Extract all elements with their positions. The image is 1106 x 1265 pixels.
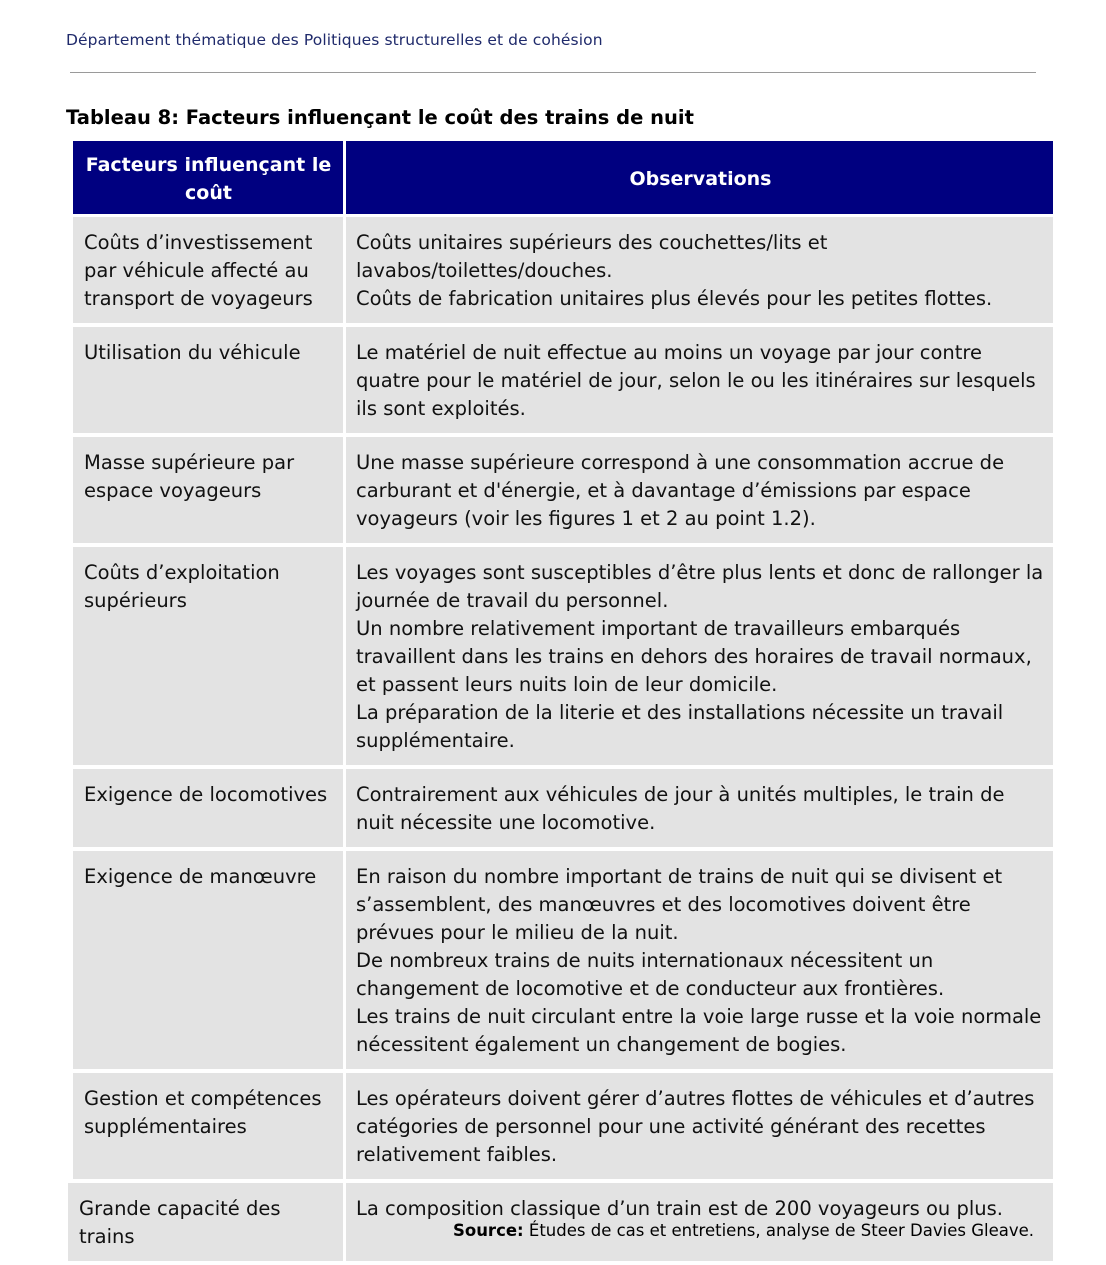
observation-text: Coûts unitaires supérieurs des couchettes/lits et lavabos/toilettes/douches. [356,231,828,282]
observation-text: De nombreux trains de nuits internationaux nécessitent un changement de locomotive et de conducteur aux frontières. [356,949,945,1000]
table-row [73,437,1053,543]
observation-text: Une masse supérieure correspond à une consommation accrue de carburant et d'énergie, et à davantage d’émissions par espace voyageurs (voir les figures 1 et 2 au point 1.2). [356,451,1005,530]
factor-cell: Utilisation du véhicule [73,327,343,433]
source-note [453,1221,1034,1240]
factor-cell: Exigence de manœuvre [73,851,343,1069]
observations-cell [346,851,1053,1069]
observation-text: Contrairement aux véhicules de jour à unités multiples, le train de nuit nécessite une locomotive. [356,783,1005,834]
table-row [73,547,1053,765]
table-caption: Tableau 8: Facteurs influençant le coût des trains de nuit [66,106,694,129]
source-label: Source: [452,1221,524,1240]
table-body [73,217,1053,1261]
observation-text: En raison du nombre important de trains de nuit qui se divisent et s’assemblent, des manœuvres et des locomotives doivent être prévues pour le milieu de la nuit. [356,865,1003,944]
observations-cell [346,1073,1053,1179]
observations-cell [346,217,1053,323]
header-rule [70,72,1036,73]
observation-text: Les voyages sont susceptibles d’être plus lents et donc de rallonger la journée de travail du personnel. [356,561,1044,612]
cost-factors-table [73,141,1053,1265]
table-row [73,769,1053,847]
column-header-factors: Facteurs influençant le coût [73,141,343,214]
factor-cell: Coûts d’investissement par véhicule affecté au transport de voyageurs [73,217,343,323]
factor-cell: Grande capacité des trains [68,1183,343,1261]
observations-cell [346,327,1053,433]
observation-text: Les opérateurs doivent gérer d’autres flottes de véhicules et d’autres catégories de personnel pour une activité générant des recettes relativement faibles. [356,1087,1035,1166]
observations-cell [346,437,1053,543]
factor-cell: Masse supérieure par espace voyageurs [73,437,343,543]
observation-text: La composition classique d’un train est de 200 voyageurs ou plus. [356,1197,1003,1220]
table-row [73,217,1053,323]
factor-cell: Coûts d’exploitation supérieurs [73,547,343,765]
observation-text: Coûts de fabrication unitaires plus élevés pour les petites flottes. [356,287,993,310]
factor-cell: Exigence de locomotives [73,769,343,847]
observation-text: Les trains de nuit circulant entre la voie large russe et la voie normale nécessitent également un changement de bogies. [356,1005,1042,1056]
observations-cell [346,547,1053,765]
source-text: Études de cas et entretiens, analyse de Steer Davies Gleave. [523,1221,1034,1240]
observation-text: Le matériel de nuit effectue au moins un voyage par jour contre quatre pour le matériel de jour, selon le ou les itinéraires sur lesquels ils sont exploités. [356,341,1036,420]
factor-cell: Gestion et compétences supplémentaires [73,1073,343,1179]
observations-cell [346,769,1053,847]
running-header: Département thématique des Politiques structurelles et de cohésion [66,31,603,49]
table-row [73,851,1053,1069]
column-header-observations: Observations [346,141,1053,214]
observation-text: Un nombre relativement important de travailleurs embarqués travaillent dans les trains en dehors des horaires de travail normaux, et passent leurs nuits loin de leur domicile. [356,617,1032,696]
table-row [73,327,1053,433]
table-row [73,1073,1053,1179]
observation-text: La préparation de la literie et des installations nécessite un travail supplémentaire. [356,701,1004,752]
table-header-row [73,141,1053,214]
